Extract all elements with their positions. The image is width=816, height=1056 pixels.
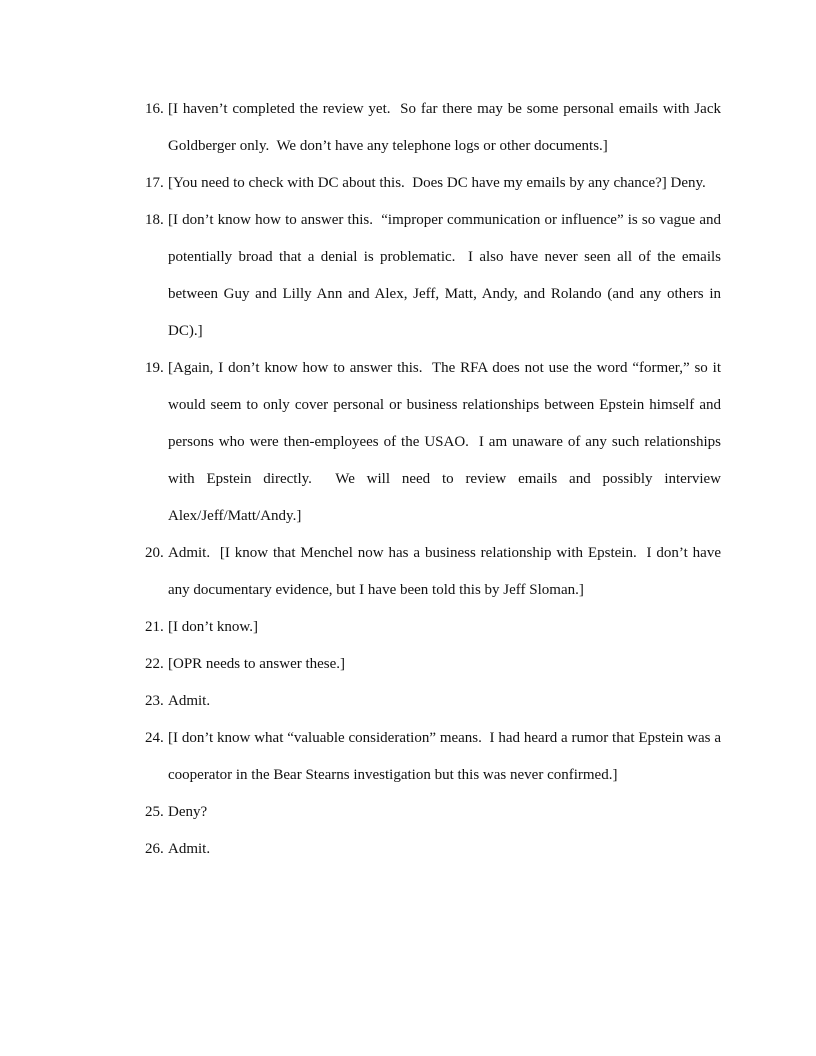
item-number: 19. xyxy=(145,360,164,376)
item-number: 25. xyxy=(145,804,164,820)
item-text: [I don’t know how to answer this. “improper communication or influence” is so vague and potentially broad that a denial is problematic. I also have never seen all of the emails between Guy and Lilly Ann and Alex, Jeff, Matt, Andy, and Rolando (and any others in DC).] xyxy=(168,212,721,339)
response-item-21 xyxy=(145,609,721,646)
item-number: 22. xyxy=(145,656,164,672)
item-text: [I don’t know.] xyxy=(168,619,258,635)
item-number: 21. xyxy=(145,619,164,635)
response-list xyxy=(145,91,721,868)
response-item-22 xyxy=(145,646,721,683)
item-text: Deny? xyxy=(168,804,208,820)
item-text: [Again, I don’t know how to answer this. The RFA does not use the word “former,” so it would seem to only cover personal or business relationships between Epstein himself and persons who were then-employees of the USAO. I am unaware of any such relationships with Epstein directly. We will need to review emails and possibly interview Alex/Jeff/Matt/Andy.] xyxy=(168,360,721,524)
item-text: Admit. xyxy=(168,693,211,709)
response-item-25 xyxy=(145,794,721,831)
item-text: [OPR needs to answer these.] xyxy=(168,656,346,672)
item-number: 17. xyxy=(145,175,164,191)
response-item-16 xyxy=(145,91,721,165)
item-number: 18. xyxy=(145,212,164,228)
item-text: Admit. [I know that Menchel now has a business relationship with Epstein. I don’t have any documentary evidence, but I have been told this by Jeff Sloman.] xyxy=(168,545,721,598)
item-text: [You need to check with DC about this. Does DC have my emails by any chance?] Deny. xyxy=(168,175,706,191)
response-item-17 xyxy=(145,165,721,202)
response-item-23 xyxy=(145,683,721,720)
response-item-24 xyxy=(145,720,721,794)
item-number: 26. xyxy=(145,841,164,857)
item-text: [I don’t know what “valuable consideration” means. I had heard a rumor that Epstein was a cooperator in the Bear Stearns investigation but this was never confirmed.] xyxy=(168,730,721,783)
response-item-18 xyxy=(145,202,721,350)
response-item-19 xyxy=(145,350,721,535)
item-number: 20. xyxy=(145,545,164,561)
item-number: 16. xyxy=(145,101,164,117)
item-text: [I haven’t completed the review yet. So far there may be some personal emails with Jack Goldberger only. We don’t have any telephone logs or other documents.] xyxy=(168,101,721,154)
item-number: 24. xyxy=(145,730,164,746)
response-item-20 xyxy=(145,535,721,609)
response-item-26 xyxy=(145,831,721,868)
item-number: 23. xyxy=(145,693,164,709)
item-text: Admit. xyxy=(168,841,211,857)
